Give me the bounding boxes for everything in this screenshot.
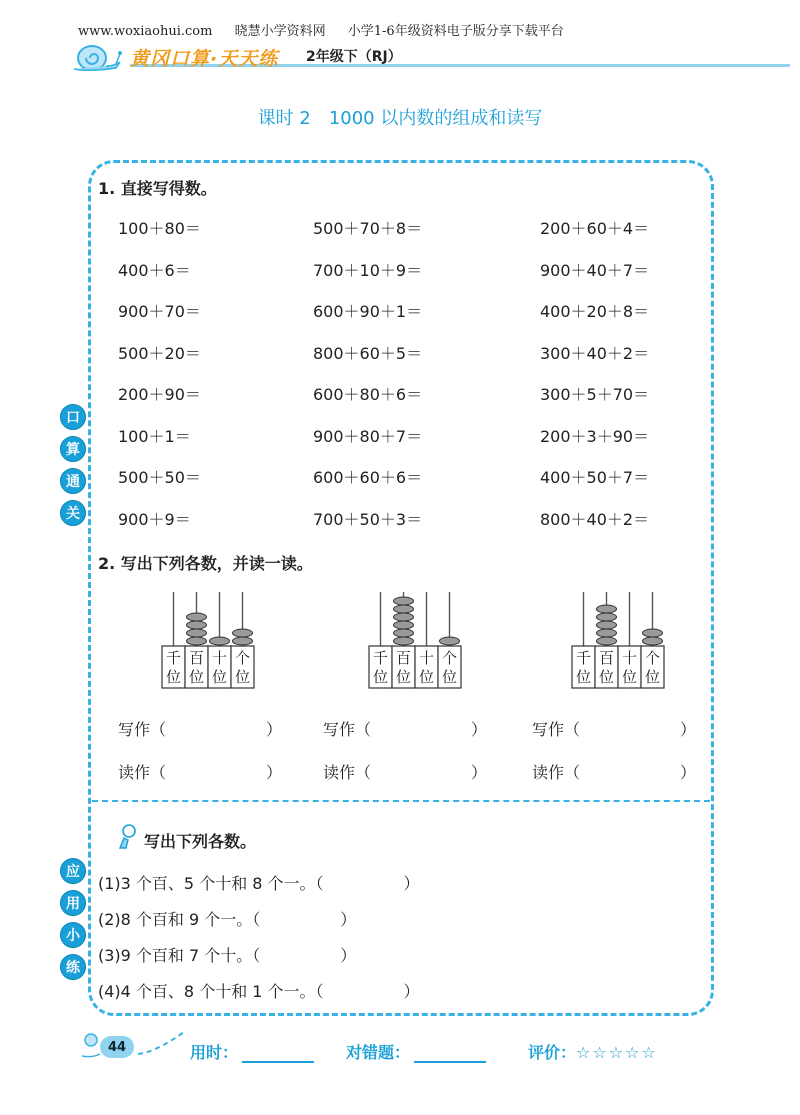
abacus-place-label: 位: [188, 668, 205, 686]
read-answer-3[interactable]: [532, 760, 696, 783]
equation: 900＋9＝: [118, 510, 191, 529]
abacus-place-label: 位: [598, 668, 615, 686]
equation: 500＋20＝: [118, 344, 201, 363]
site-slogan: 小学1-6年级资料电子版分享下载平台: [347, 24, 564, 39]
abacus-bead: [643, 629, 663, 637]
snail-logo-icon: [70, 42, 126, 72]
write-label: 写作（: [323, 720, 372, 739]
abacus-bead: [187, 621, 207, 629]
time-field[interactable]: [190, 1040, 314, 1063]
abacus-bead: [394, 613, 414, 621]
abacus-place-label: 位: [211, 668, 228, 686]
abacus-place-label: 位: [165, 668, 182, 686]
rating-field: [528, 1040, 658, 1063]
side-char: 关: [60, 500, 86, 526]
side-char: 练: [60, 954, 86, 980]
equation: 900＋80＋7＝: [313, 427, 423, 446]
side-label-apply: [60, 858, 86, 986]
abacus-bead: [187, 637, 207, 645]
read-label: 读作（: [532, 763, 581, 782]
apply-item[interactable]: (1)3 个百、5 个十和 8 个一。（ ）: [98, 874, 420, 893]
lesson-title: 课时 2 1000 以内数的组成和读写: [257, 108, 543, 129]
write-answer-3[interactable]: [532, 717, 696, 740]
abacus-bead: [233, 637, 253, 645]
abacus-place-label: 位: [234, 668, 251, 686]
question-1-title: 1. 直接写得数。: [98, 179, 217, 198]
abacus-3: [570, 588, 670, 698]
site-name: 晓慧小学资料网: [234, 24, 326, 39]
abacus-bead: [643, 637, 663, 645]
page-number: 44: [100, 1036, 134, 1058]
abacus-bead: [394, 621, 414, 629]
close-paren: ）: [266, 763, 283, 782]
abacus-place-label: 百: [188, 649, 205, 667]
grade-label: 2年级下（RJ）: [306, 49, 402, 65]
abacus-1: [160, 588, 260, 698]
equation: 300＋5＋70＝: [540, 385, 650, 404]
close-paren: ）: [266, 720, 283, 739]
side-char: 口: [60, 404, 86, 430]
read-answer-1[interactable]: [118, 760, 282, 783]
equation: 500＋70＋8＝: [313, 219, 423, 238]
abacus-bead: [394, 605, 414, 613]
side-char: 算: [60, 436, 86, 462]
time-blank[interactable]: [242, 1047, 314, 1063]
brand-title: 黄冈口算·天天练: [130, 48, 279, 70]
abacus-place-label: 位: [575, 668, 592, 686]
equation: 200＋60＋4＝: [540, 219, 650, 238]
equation: 900＋40＋7＝: [540, 261, 650, 280]
equation: 100＋80＝: [118, 219, 201, 238]
abacus-bead: [597, 613, 617, 621]
abacus-place-label: 位: [418, 668, 435, 686]
abacus-bead: [597, 621, 617, 629]
abacus-place-label: 千: [165, 649, 182, 667]
abacus-bead: [187, 613, 207, 621]
equation: 300＋40＋2＝: [540, 344, 650, 363]
equation: 500＋50＝: [118, 468, 201, 487]
abacus-place-label: 千: [372, 649, 389, 667]
equation: 200＋90＝: [118, 385, 201, 404]
abacus-bead: [394, 637, 414, 645]
equation: 700＋50＋3＝: [313, 510, 423, 529]
write-answer-2[interactable]: [323, 717, 487, 740]
abacus-bead: [597, 637, 617, 645]
abacus-place-label: 十: [621, 649, 638, 667]
abacus-bead: [440, 637, 460, 645]
errors-label: 对错题：: [346, 1043, 411, 1062]
abacus-place-label: 十: [211, 649, 228, 667]
abacus-place-label: 位: [372, 668, 389, 686]
write-label: 写作（: [118, 720, 167, 739]
equation: 200＋3＋90＝: [540, 427, 650, 446]
site-header: [78, 20, 582, 39]
abacus-place-label: 千: [575, 649, 592, 667]
question-2-title: 2. 写出下列各数，并读一读。: [98, 554, 313, 573]
abacus-place-label: 位: [395, 668, 412, 686]
read-answer-2[interactable]: [323, 760, 487, 783]
abacus-place-label: 个: [441, 649, 458, 667]
close-paren: ）: [680, 720, 697, 739]
apply-title: 写出下列各数。: [144, 832, 257, 851]
equation: 400＋6＝: [118, 261, 191, 280]
rating-label: 评价：: [528, 1043, 577, 1062]
write-label: 写作（: [532, 720, 581, 739]
apply-item[interactable]: (4)4 个百、8 个十和 1 个一。（ ）: [98, 982, 420, 1001]
write-answer-1[interactable]: [118, 717, 282, 740]
close-paren: ）: [471, 763, 488, 782]
footer-wave: [136, 1028, 186, 1058]
abacus-place-label: 个: [234, 649, 251, 667]
abacus-place-label: 百: [395, 649, 412, 667]
close-paren: ）: [680, 763, 697, 782]
abacus-place-label: 位: [644, 668, 661, 686]
abacus-bead: [187, 629, 207, 637]
equation: 600＋90＋1＝: [313, 302, 423, 321]
abacus-place-label: 十: [418, 649, 435, 667]
abacus-bead: [394, 629, 414, 637]
abacus-place-label: 位: [441, 668, 458, 686]
errors-blank[interactable]: [414, 1047, 486, 1063]
equation: 600＋60＋6＝: [313, 468, 423, 487]
site-url: www.woxiaohui.com: [78, 24, 213, 39]
abacus-place-label: 个: [644, 649, 661, 667]
apply-item[interactable]: (2)8 个百和 9 个一。（ ）: [98, 910, 357, 929]
apply-item[interactable]: (3)9 个百和 7 个十。（ ）: [98, 946, 357, 965]
abacus-bead: [597, 629, 617, 637]
side-char: 小: [60, 922, 86, 948]
brand-bar: [70, 42, 790, 70]
close-paren: ）: [471, 720, 488, 739]
read-label: 读作（: [118, 763, 167, 782]
hand-pointer-icon: [116, 824, 138, 850]
equation: 800＋40＋2＝: [540, 510, 650, 529]
equation: 400＋20＋8＝: [540, 302, 650, 321]
errors-field[interactable]: [346, 1040, 486, 1063]
equation: 900＋70＝: [118, 302, 201, 321]
side-label-oral: [60, 404, 86, 532]
equation: 700＋10＋9＝: [313, 261, 423, 280]
equation: 600＋80＋6＝: [313, 385, 423, 404]
abacus-place-label: 位: [621, 668, 638, 686]
equation: 800＋60＋5＝: [313, 344, 423, 363]
time-label: 用时：: [190, 1043, 239, 1062]
section-divider: [92, 800, 710, 802]
equation: 400＋50＋7＝: [540, 468, 650, 487]
side-char: 应: [60, 858, 86, 884]
abacus-bead: [233, 629, 253, 637]
side-char: 通: [60, 468, 86, 494]
abacus-place-label: 百: [598, 649, 615, 667]
side-char: 用: [60, 890, 86, 916]
rating-stars[interactable]: ☆☆☆☆☆: [576, 1043, 658, 1062]
abacus-bead: [597, 605, 617, 613]
snail-small-icon: [80, 1028, 102, 1058]
read-label: 读作（: [323, 763, 372, 782]
equation: 100＋1＝: [118, 427, 191, 446]
abacus-2: [367, 588, 467, 698]
abacus-bead: [210, 637, 230, 645]
abacus-bead: [394, 597, 414, 605]
